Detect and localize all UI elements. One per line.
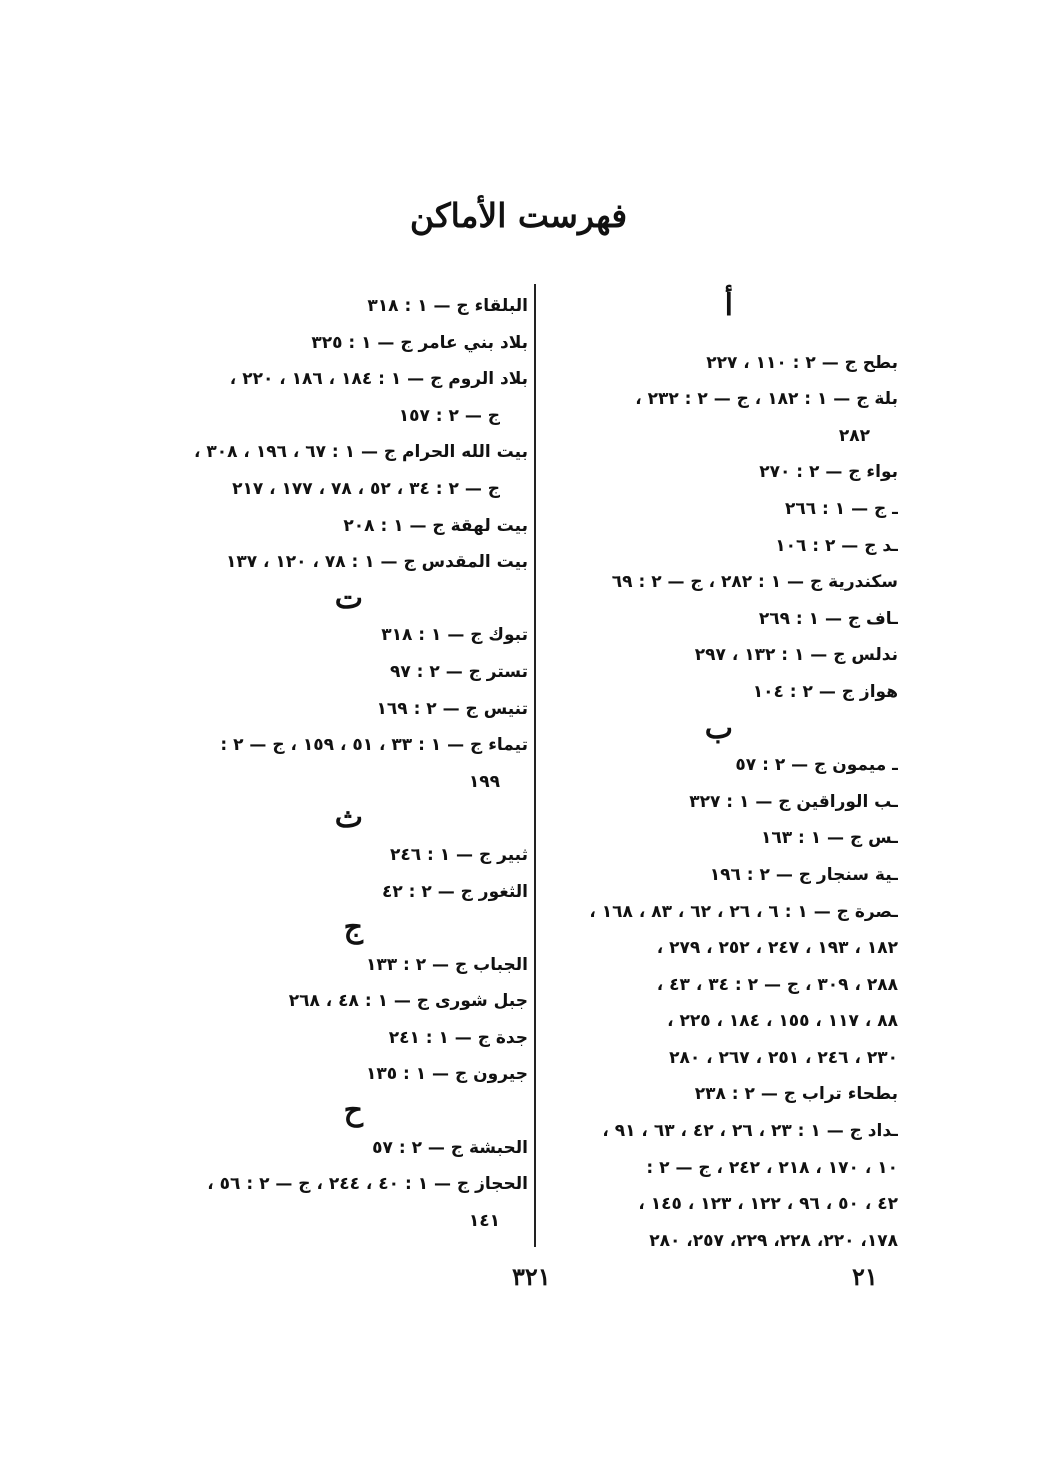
- index-entry: بلة ج — ١ : ١٨٢ ، ج — ٢ : ٢٣٢ ،: [635, 389, 898, 410]
- index-entry: الحجاز ج — ١ : ٤٠ ، ٢٤٤ ، ج — ٢ : ٥٦ ،: [207, 1174, 528, 1195]
- index-entry: ـ ج — ١ : ٢٦٦: [785, 498, 898, 519]
- index-column-left: [178, 288, 528, 1239]
- index-entry: ٨٨ ، ١١٧ ، ١٥٥ ، ١٨٤ ، ٢٢٥ ،: [667, 1011, 898, 1032]
- index-entry: بيت لهقة ج — ١ : ٢٠٨: [343, 515, 528, 536]
- index-entry: ـس ج — ١ : ١٦٣: [760, 828, 898, 849]
- index-entry: ٤٢ ، ٥٠ ، ٩٦ ، ١٢٢ ، ١٢٣ ، ١٤٥ ،: [638, 1194, 898, 1215]
- index-entry: ـ ميمون ج — ٢ : ٥٧: [735, 755, 898, 776]
- index-entry: الثغور ج — ٢ : ٤٢: [382, 881, 528, 902]
- index-entry: تبوك ج — ١ : ٣١٨: [381, 625, 528, 646]
- index-entry: ـداد ج — ١ : ٢٣ ، ٢٦ ، ٤٢ ، ٦٣ ، ٩١ ،: [602, 1121, 898, 1142]
- index-entry: ١٠ ، ١٧٠ ، ٢١٨ ، ٢٤٢ ، ج — ٢ :: [646, 1157, 898, 1178]
- index-entry: تيماء ج — ١ : ٣٣ ، ٥١ ، ١٥٩ ، ج — ٢ :: [220, 735, 528, 756]
- section-letter: ت: [334, 580, 363, 616]
- index-entry: تنيس ج — ٢ : ١٦٩: [376, 698, 528, 719]
- index-entry: تستر ج — ٢ : ٩٧: [389, 661, 528, 682]
- index-entry: ندلس ج — ١ : ١٣٢ ، ٢٩٧: [694, 645, 898, 666]
- column-divider: [534, 284, 536, 1247]
- index-entry: الجباب ج — ٢ : ١٣٣: [365, 954, 528, 975]
- section-letter: ب: [704, 710, 733, 746]
- index-entry: جيرون ج — ١ : ١٣٥: [365, 1064, 528, 1085]
- signature-number: ٢١: [852, 1262, 878, 1291]
- index-entry: سكندرية ج — ١ : ٢٨٢ ، ج — ٢ : ٦٩: [611, 572, 898, 593]
- index-entry: ـب الوراقين ج — ١ : ٣٢٧: [689, 791, 898, 812]
- index-entry: ١٨٢ ، ١٩٣ ، ٢٤٧ ، ٢٥٢ ، ٢٧٩ ،: [656, 938, 898, 959]
- index-entry-continuation: ج — ٢ : ١٥٧: [398, 405, 500, 426]
- index-entry: ثبير ج — ١ : ٢٤٦: [389, 844, 528, 865]
- index-entry: الحبشة ج — ٢ : ٥٧: [372, 1137, 528, 1158]
- index-entry: ١٧٨، ٢٢٠، ٢٢٨، ٢٢٩، ٢٥٧، ٢٨٠: [649, 1230, 898, 1251]
- page-number: ٣٢١: [512, 1262, 551, 1291]
- index-entry: ـية سنجار ج — ٢ : ١٩٦: [709, 864, 898, 885]
- index-entry: البلقاء ج — ١ : ٣١٨: [367, 296, 528, 316]
- index-entry: بلاد الروم ج — ١ : ١٨٤ ، ١٨٦ ، ٢٢٠ ،: [229, 369, 528, 390]
- index-entry: بطحاء تراب ج — ٢ : ٢٣٨: [694, 1084, 898, 1105]
- section-letter: ح: [343, 1093, 363, 1129]
- index-entry-continuation: ج — ٢ : ٣٤ ، ٥٢ ، ٧٨ ، ١٧٧ ، ٢١٧: [232, 478, 500, 499]
- index-entry: ـاف ج — ١ : ٢٦٩: [758, 608, 898, 629]
- index-entry-continuation: ٢٨٢: [838, 425, 870, 446]
- index-entry: جدة ج — ١ : ٢٤١: [388, 1027, 528, 1048]
- index-entry: بواء ج — ٢ : ٢٧٠: [759, 462, 898, 483]
- index-entry-continuation: ١٤١: [468, 1210, 500, 1231]
- section-letter: ج: [343, 910, 363, 946]
- index-entry: جبل شورى ج — ١ : ٤٨ ، ٢٦٨: [288, 991, 528, 1012]
- index-entry: ـصرة ج — ١ : ٦ ، ٢٦ ، ٦٢ ، ٨٣ ، ١٦٨ ،: [589, 901, 898, 922]
- index-entry: ٢٣٠ ، ٢٤٦ ، ٢٥١ ، ٢٦٧ ، ٢٨٠: [669, 1047, 898, 1068]
- page-title: فهرست الأماكن: [409, 196, 628, 235]
- index-entry: بيت المقدس ج — ١ : ٧٨ ، ١٢٠ ، ١٣٧: [225, 552, 528, 573]
- index-entry: بلاد بني عامر ج — ١ : ٣٢٥: [311, 332, 528, 353]
- index-entry: ـد ج — ٢ : ١٠٦: [775, 535, 898, 556]
- index-entry-continuation: ١٩٩: [468, 771, 500, 792]
- section-spacer: [552, 325, 898, 345]
- section-letter: ث: [334, 800, 363, 836]
- section-letter: أ: [724, 288, 733, 323]
- index-entry: ٢٨٨ ، ٣٠٩ ، ج — ٢ : ٣٤ ، ٤٣ ،: [656, 974, 898, 995]
- index-entry: هواز ج — ٢ : ١٠٤: [752, 681, 898, 702]
- index-entry: بيت الله الحرام ج — ١ : ٦٧ ، ١٩٦ ، ٣٠٨ ،: [193, 442, 528, 463]
- index-column-right: [552, 288, 898, 1259]
- index-entry: بطح ج — ٢ : ١١٠ ، ٢٢٧: [706, 352, 898, 373]
